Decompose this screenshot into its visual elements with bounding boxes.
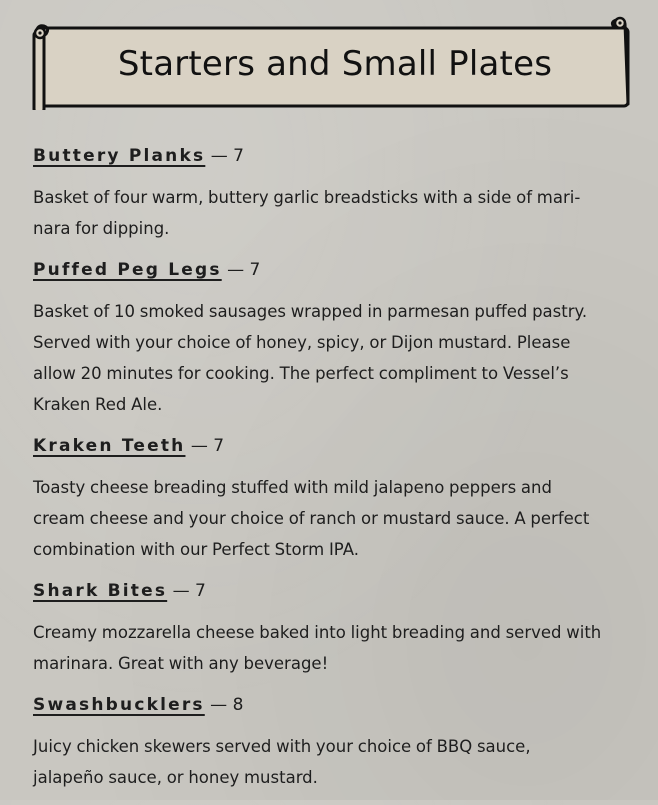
menu-item-header (33, 691, 633, 719)
menu-item-description (33, 617, 633, 679)
description-line: Juicy chicken skewers served with your choice of BBQ sauce, (33, 737, 531, 756)
description-line: Kraken Red Ale. (33, 395, 163, 414)
description-line: Served with your choice of honey, spicy, or Dijon mustard. Please (33, 333, 571, 352)
description-line: combination with our Perfect Storm IPA. (33, 540, 359, 559)
menu-item-price: 7 (195, 581, 207, 601)
menu-item-price: 7 (233, 146, 245, 166)
menu-item-header (33, 256, 633, 284)
description-line: marinara. Great with any beverage! (33, 654, 329, 673)
menu-item-name: Swashbucklers (33, 695, 205, 715)
menu-item-price: 7 (249, 260, 261, 280)
menu-item (33, 691, 633, 793)
description-line: Creamy mozzarella cheese baked into light breading and served with (33, 623, 602, 642)
page-title: Starters and Small Plates (117, 44, 553, 84)
menu-item-description (33, 472, 633, 565)
menu-item-description (33, 296, 633, 420)
menu-item (33, 142, 633, 244)
description-line: Toasty cheese breading stuffed with mild jalapeno peppers and (33, 478, 552, 497)
menu-item-description (33, 731, 633, 793)
menu-item-description (33, 182, 633, 244)
menu-item-separator: — (204, 695, 233, 715)
menu-item-name: Buttery Planks (33, 146, 206, 166)
menu-item-header (33, 577, 633, 605)
menu-item-header (33, 432, 633, 460)
description-line: Basket of four warm, buttery garlic breadsticks with a side of mari- (33, 188, 581, 207)
menu-item-separator: — (221, 260, 250, 280)
description-line: cream cheese and your choice of ranch or mustard sauce. A perfect (33, 509, 590, 528)
menu-item-price: 7 (213, 436, 225, 456)
menu-item (33, 256, 633, 420)
menu-item-header (33, 142, 633, 170)
menu-item-price: 8 (232, 695, 244, 715)
description-line: allow 20 minutes for cooking. The perfect compliment to Vessel’s (33, 364, 569, 383)
menu-item-separator: — (205, 146, 234, 166)
menu-list (33, 142, 633, 805)
scroll-banner (26, 14, 634, 110)
menu-item (33, 577, 633, 679)
menu-item-name: Puffed Peg Legs (33, 260, 222, 280)
description-line: Basket of 10 smoked sausages wrapped in parmesan puffed pastry. (33, 302, 588, 321)
menu-item-name: Shark Bites (33, 581, 168, 601)
menu-item-name: Kraken Teeth (33, 436, 186, 456)
description-line: jalapeño sauce, or honey mustard. (33, 768, 318, 787)
menu-item-separator: — (185, 436, 214, 456)
description-line: nara for dipping. (33, 219, 170, 238)
menu-item-separator: — (167, 581, 195, 601)
menu-item (33, 432, 633, 565)
